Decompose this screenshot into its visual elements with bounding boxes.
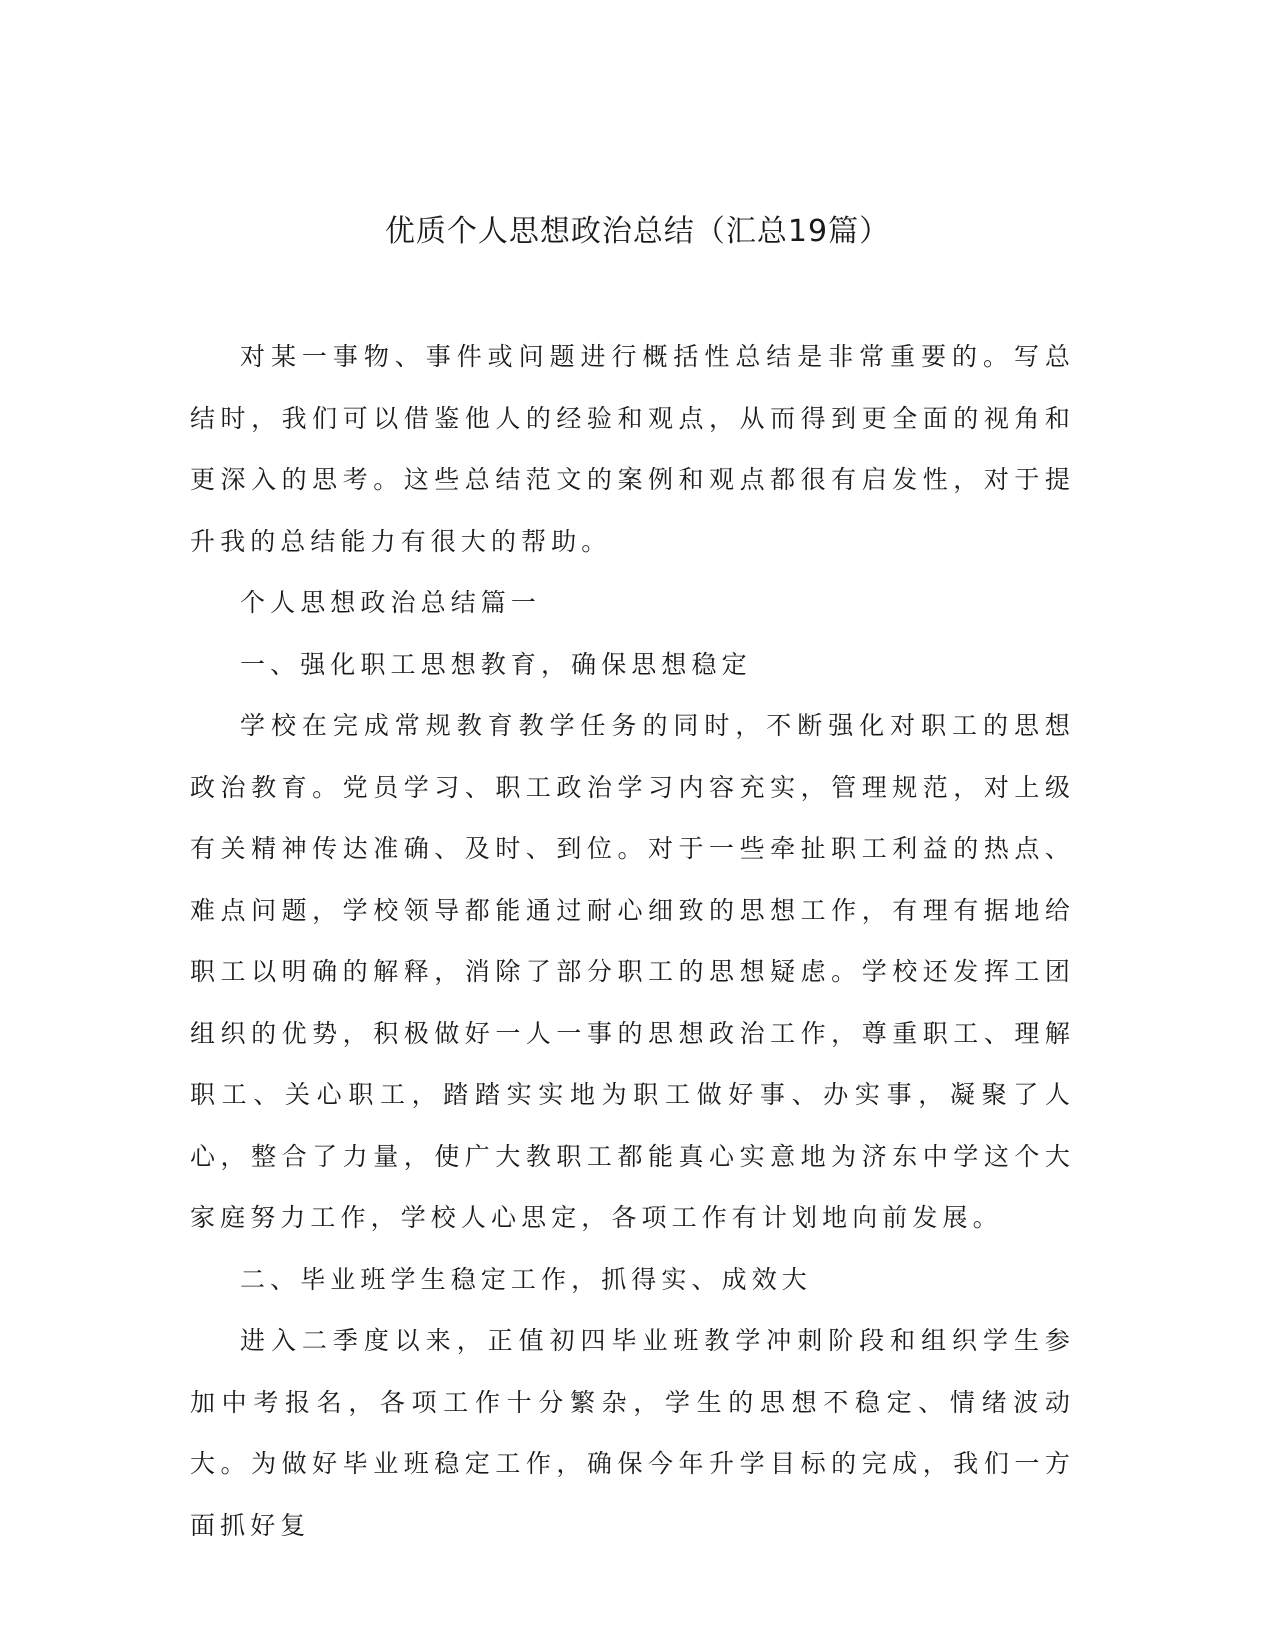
paragraph-graduating-class: 进入二季度以来，正值初四毕业班教学冲刺阶段和组织学生参加中考报名，各项工作十分繁杂，学生的思想不稳定、情绪波动大。为做好毕业班稳定工作，确保今年升学目标的完成，我们一方面抓好复	[190, 1326, 1075, 1540]
subheading-two: 二、毕业班学生稳定工作，抓得实、成效大	[240, 1264, 812, 1294]
section-heading-article-one: 个人思想政治总结篇一	[240, 588, 542, 617]
subheading-one: 一、强化职工思想教育，确保思想稳定	[240, 649, 752, 679]
intro-paragraph: 对某一事物、事件或问题进行概括性总结是非常重要的。写总结时，我们可以借鉴他人的经验和观点，从而得到更全面的视角和更深入的思考。这些总结范文的案例和观点都很有启发性，对于提升我的总结能力有很大的帮助。	[190, 342, 1075, 556]
document-title: 优质个人思想政治总结（汇总19篇）	[384, 214, 891, 249]
document-body	[190, 326, 1075, 1556]
paragraph-staff-education: 学校在完成常规教育教学任务的同时，不断强化对职工的思想政治教育。党员学习、职工政治学习内容充实，管理规范，对上级有关精神传达准确、及时、到位。对于一些牵扯职工利益的热点、难点问题，学校领导都能通过耐心细致的思想工作，有理有据地给职工以明确的解释，消除了部分职工的思想疑虑。学校还发挥工团组织的优势，积极做好一人一事的思想政治工作，尊重职工、理解职工、关心职工，踏踏实实地为职工做好事、办实事，凝聚了人心，整合了力量，使广大教职工都能真心实意地为济东中学这个大家庭努力工作，学校人心思定，各项工作有计划地向前发展。	[190, 711, 1075, 1232]
